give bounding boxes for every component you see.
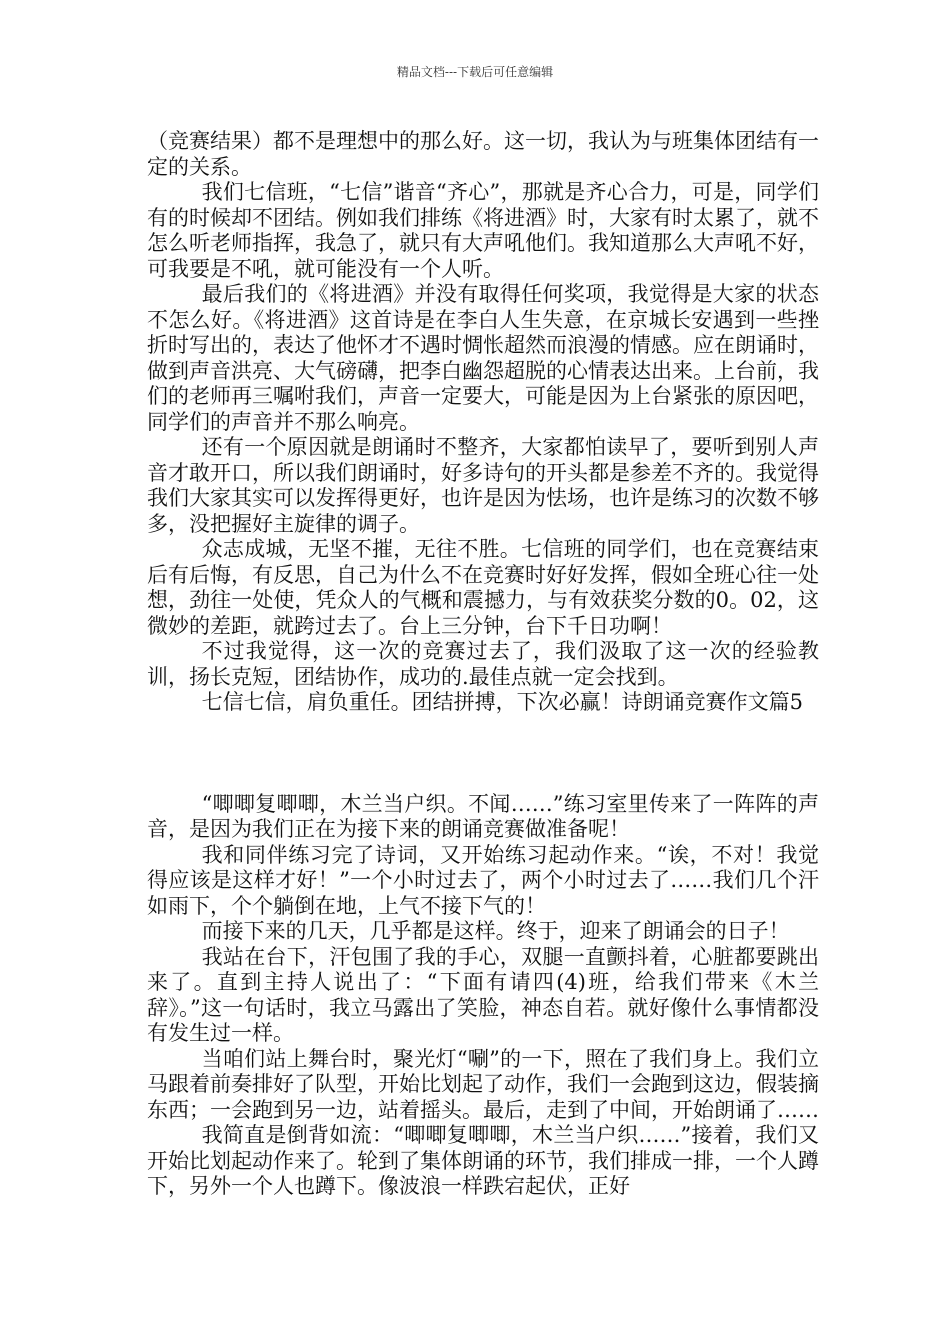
paragraph: 我简直是倒背如流：“唧唧复唧唧，木兰当户织……”接着，我们又开始比划起动作来了。轮到了集体朗诵的环节，我们排成一排，一个人蹲下，另外一个人也蹲下。像波浪一样跌宕起伏，正好 — [147, 1123, 819, 1198]
paragraph: 我站在台下，汗包围了我的手心，双腿一直颤抖着，心脏都要跳出来了。直到主持人说出了：“下面有请四(4)班，给我们带来《木兰辞》。”这一句话时，我立马露出了笑脸，神态自若。就好像什么事情都没有发生过一样。 — [147, 944, 819, 1045]
document-body — [147, 129, 819, 1200]
paragraph: 我和同伴练习完了诗词，又开始练习起动作来。“诶，不对！我觉得应该是这样才好！”一个小时过去了，两个小时过去了……我们几个汗如雨下，个个躺倒在地，上气不接下气的！ — [147, 842, 819, 918]
paragraph: 最后我们的《将进酒》并没有取得任何奖项，我觉得是大家的状态不怎么好。《将进酒》这首诗是在李白人生失意，在京城长安遇到一些挫折时写出的，表达了他怀才不遇时惆怅超然而浪漫的情感。应在朗诵时，做到声音洪亮、大气磅礴，把李白幽怨超脱的心情表达出来。上台前，我们的老师再三嘱咐我们，声音一定要大，可能是因为上台紧张的原因吧，同学们的声音并不那么响亮。 — [147, 282, 819, 434]
paragraph: 当咱们站上舞台时，聚光灯“唰”的一下，照在了我们身上。我们立马跟着前奏排好了队型，开始比划起了动作，我们一会跑到这边，假装摘东西；一会跑到另一边，站着摇头。最后，走到了中间，开始朗诵了…… — [147, 1046, 819, 1122]
section-gap — [147, 716, 819, 792]
paragraph: “唧唧复唧唧，木兰当户织。不闻……”练习室里传来了一阵阵的声音，是因为我们正在为接下来的朗诵竞赛做准备呢！ — [147, 791, 819, 841]
paragraph: 不过我觉得，这一次的竞赛过去了，我们汲取了这一次的经验教训，扬长克短，团结协作，成功的.最佳点就一定会找到。 — [147, 639, 819, 689]
page-header: 精品文档---下载后可任意编辑 — [396, 65, 554, 79]
paragraph: 还有一个原因就是朗诵时不整齐，大家都怕读早了，要听到别人声音才敢开口，所以我们朗诵时，好多诗句的开头都是参差不齐的。我觉得我们大家其实可以发挥得更好，也许是因为怯场，也许是练习的次数不够多，没把握好主旋律的调子。 — [147, 435, 819, 536]
paragraph: 七信七信，肩负重任。团结拼搏，下次必赢！诗朗诵竞赛作文篇5 — [201, 690, 803, 714]
paragraph: （竞赛结果）都不是理想中的那么好。这一切，我认为与班集体团结有一定的关系。 — [147, 129, 819, 179]
paragraph: 我们七信班，“七信”谐音“齐心”，那就是齐心合力，可是，同学们有的时候却不团结。例如我们排练《将进酒》时，大家有时太累了，就不怎么听老师指挥，我急了，就只有大声吼他们。我知道那么大声吼不好，可我要是不吼，就可能没有一个人听。 — [147, 180, 819, 281]
paragraph: 众志成城，无坚不摧，无往不胜。七信班的同学们，也在竞赛结束后有后悔，有反思，自己为什么不在竞赛时好好发挥，假如全班心往一处想，劲往一处使，凭众人的气概和震撼力，与有效获奖分数的0。02，这微妙的差距，就跨过去了。台上三分钟，台下千日功啊！ — [147, 537, 819, 638]
paragraph: 而接下来的几天，几乎都是这样。终于，迎来了朗诵会的日子！ — [201, 919, 790, 943]
